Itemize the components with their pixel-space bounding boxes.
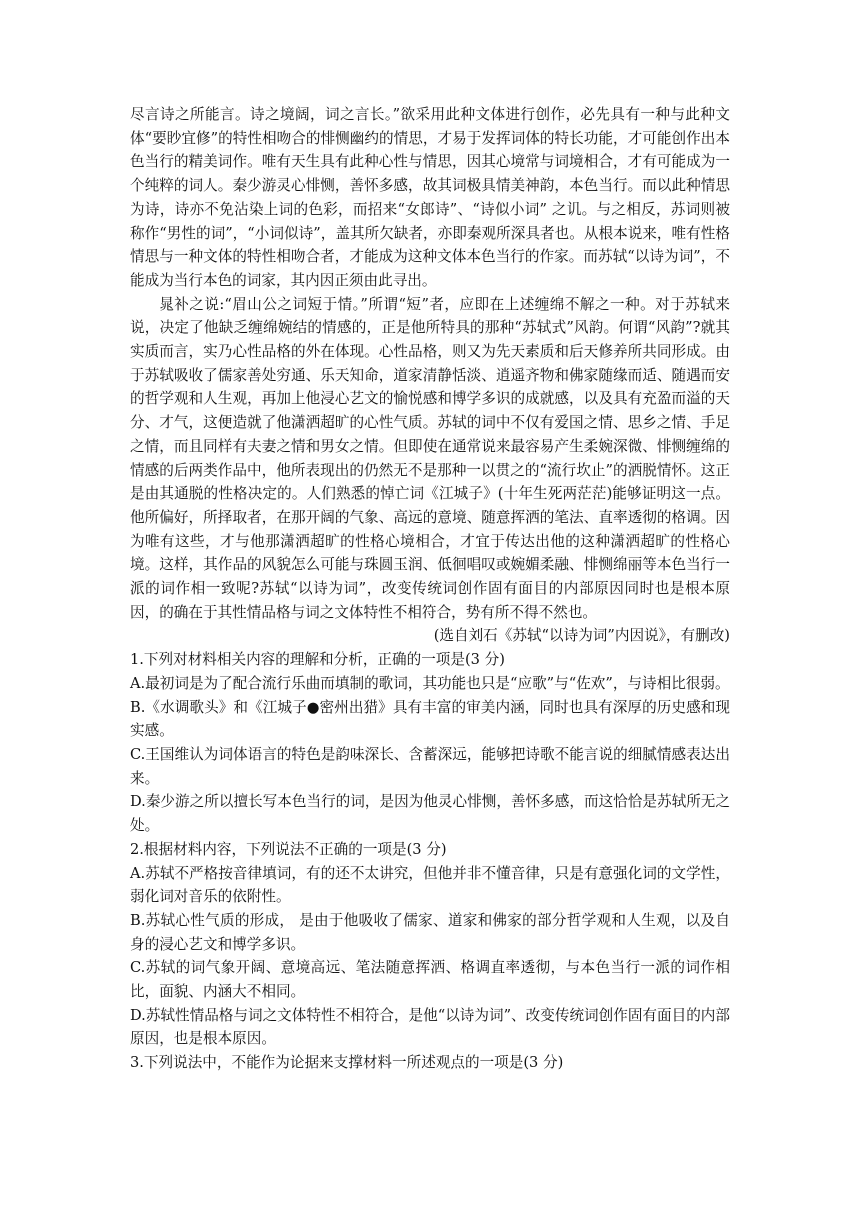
question-2-option-d: D.苏轼性情品格与词之文体特性不相符合，是他“以诗为词”、改变传统词创作固有面目的内部原因，也是根本原因。 [130, 1006, 730, 1048]
question-1-option-b: B.《水调歌头》和《江城子●密州出猎》具有丰富的审美内涵，同时也具有深厚的历史感和现实感。 [130, 698, 730, 740]
passage-paragraph-1: 尽言诗之所能言。诗之境阔，词之言长。”欲采用此种文体进行创作，必先具有一种与此种文体“要眇宜修”的特性相吻合的悱恻幽约的情思，才易于发挥词体的特长功能，才可能创作出本色当行的精美词作。唯有天生具有此种心性与情思，因其心境常与词境相合，才有可能成为一个纯粹的词人。秦少游灵心悱恻，善怀多感，故其词极具情美神韵，本色当行。而以此种情思为诗，诗亦不免沾染上词的色彩，而招来“女郎诗”、“诗似小词” 之讥。与之相反，苏词则被称作“男性的词”，“小词似诗”，盖其所欠缺者，亦即秦观所深具者也。从根本说来，唯有性格情思与一种文体的特性相吻合者，才能成为这种文体本色当行的作家。而苏轼“以诗为词”，不能成为当行本色的词家，其内因正须由此寻出。 [130, 106, 730, 289]
question-2-option-c: C.苏轼的词气象开阔、意境高远、笔法随意挥洒、格调直率透彻，与本色当行一派的词作相比，面貌、内涵大不相同。 [130, 959, 730, 1001]
passage-source: (选自刘石《苏轼“以诗为词”内因说》，有删改) [433, 627, 730, 645]
question-3-stem: 3.下列说法中，不能作为论据来支撑材料一所述观点的一项是(3 分) [130, 1054, 564, 1072]
question-1-stem: 1.下列对材料相关内容的理解和分析，正确的一项是(3 分) [130, 651, 505, 669]
question-2-option-b: B.苏轼心性气质的形成， 是由于他吸收了儒家、道家和佛家的部分哲学观和人生观，以及自身的浸心艺文和博学多识。 [130, 911, 730, 953]
passage-paragraph-2: 晁补之说:“眉山公之词短于情。”所谓“短”者，应即在上述缠绵不解之一种。对于苏轼来说，决定了他缺乏缠绵婉结的情感的，正是他所特具的那种“苏轼式”风韵。何谓“风韵”?就其实质而言，实乃心性品格的外在体现。心性品格，则又为先天素质和后天修养所共同形成。由于苏轼吸收了儒家善处穷通、乐天知命，道家清静恬淡、逍遥齐物和佛家随缘而适、随遇而安的哲学观和人生观，再加上他浸心艺文的愉悦感和博学多识的成就感，以及具有充盈而溢的天分、才气，这便造就了他潇洒超旷的心性气质。苏轼的词中不仅有爱国之情、思乡之情、手足之情，而且同样有夫妻之情和男女之情。但即使在通常说来最容易产生柔婉深微、悱恻缠绵的情感的后两类作品中，他所表现出的仍然无不是那种一以贯之的“流行坎止”的洒脱情怀。这正是由其通脱的性格决定的。人们熟悉的悼亡词《江城子》(十年生死两茫茫)能够证明这一点。他所偏好，所择取者，在那开阔的气象、高远的意境、随意挥洒的笔法、直率透彻的格调。因为唯有这些，才与他那潇洒超旷的性格心境相合，才宜于传达出他的这种潇洒超旷的性格心境。这样，其作品的风貌怎么可能与珠圆玉润、低徊唱叹或婉媚柔融、悱恻绵丽等本色当行一派的词作相一致呢?苏轼“以诗为词”，改变传统词创作固有面目的内部原因同时也是根本原因，的确在于其性情品格与词之文体特性不相符合，势有所不得不然也。 [130, 295, 730, 621]
question-1-option-c: C.王国维认为词体语言的特色是韵味深长、含蓄深远，能够把诗歌不能言说的细腻情感表达出来。 [130, 745, 730, 787]
document-page [130, 103, 730, 1075]
question-2-stem: 2.根据材料内容，下列说法不正确的一项是(3 分) [130, 840, 447, 858]
question-1-option-a: A.最初词是为了配合流行乐曲而填制的歌词，其功能也只是“应歌”与“佐欢”，与诗相比很弱。 [130, 674, 730, 692]
question-2-option-a: A.苏轼不严格按音律填词，有的还不太讲究，但他并非不懂音律，只是有意强化词的文学性，弱化词对音乐的依附性。 [130, 864, 730, 906]
question-1-option-d: D.秦少游之所以擅长写本色当行的词，是因为他灵心悱恻，善怀多感，而这恰恰是苏轼所无之处。 [130, 793, 730, 835]
